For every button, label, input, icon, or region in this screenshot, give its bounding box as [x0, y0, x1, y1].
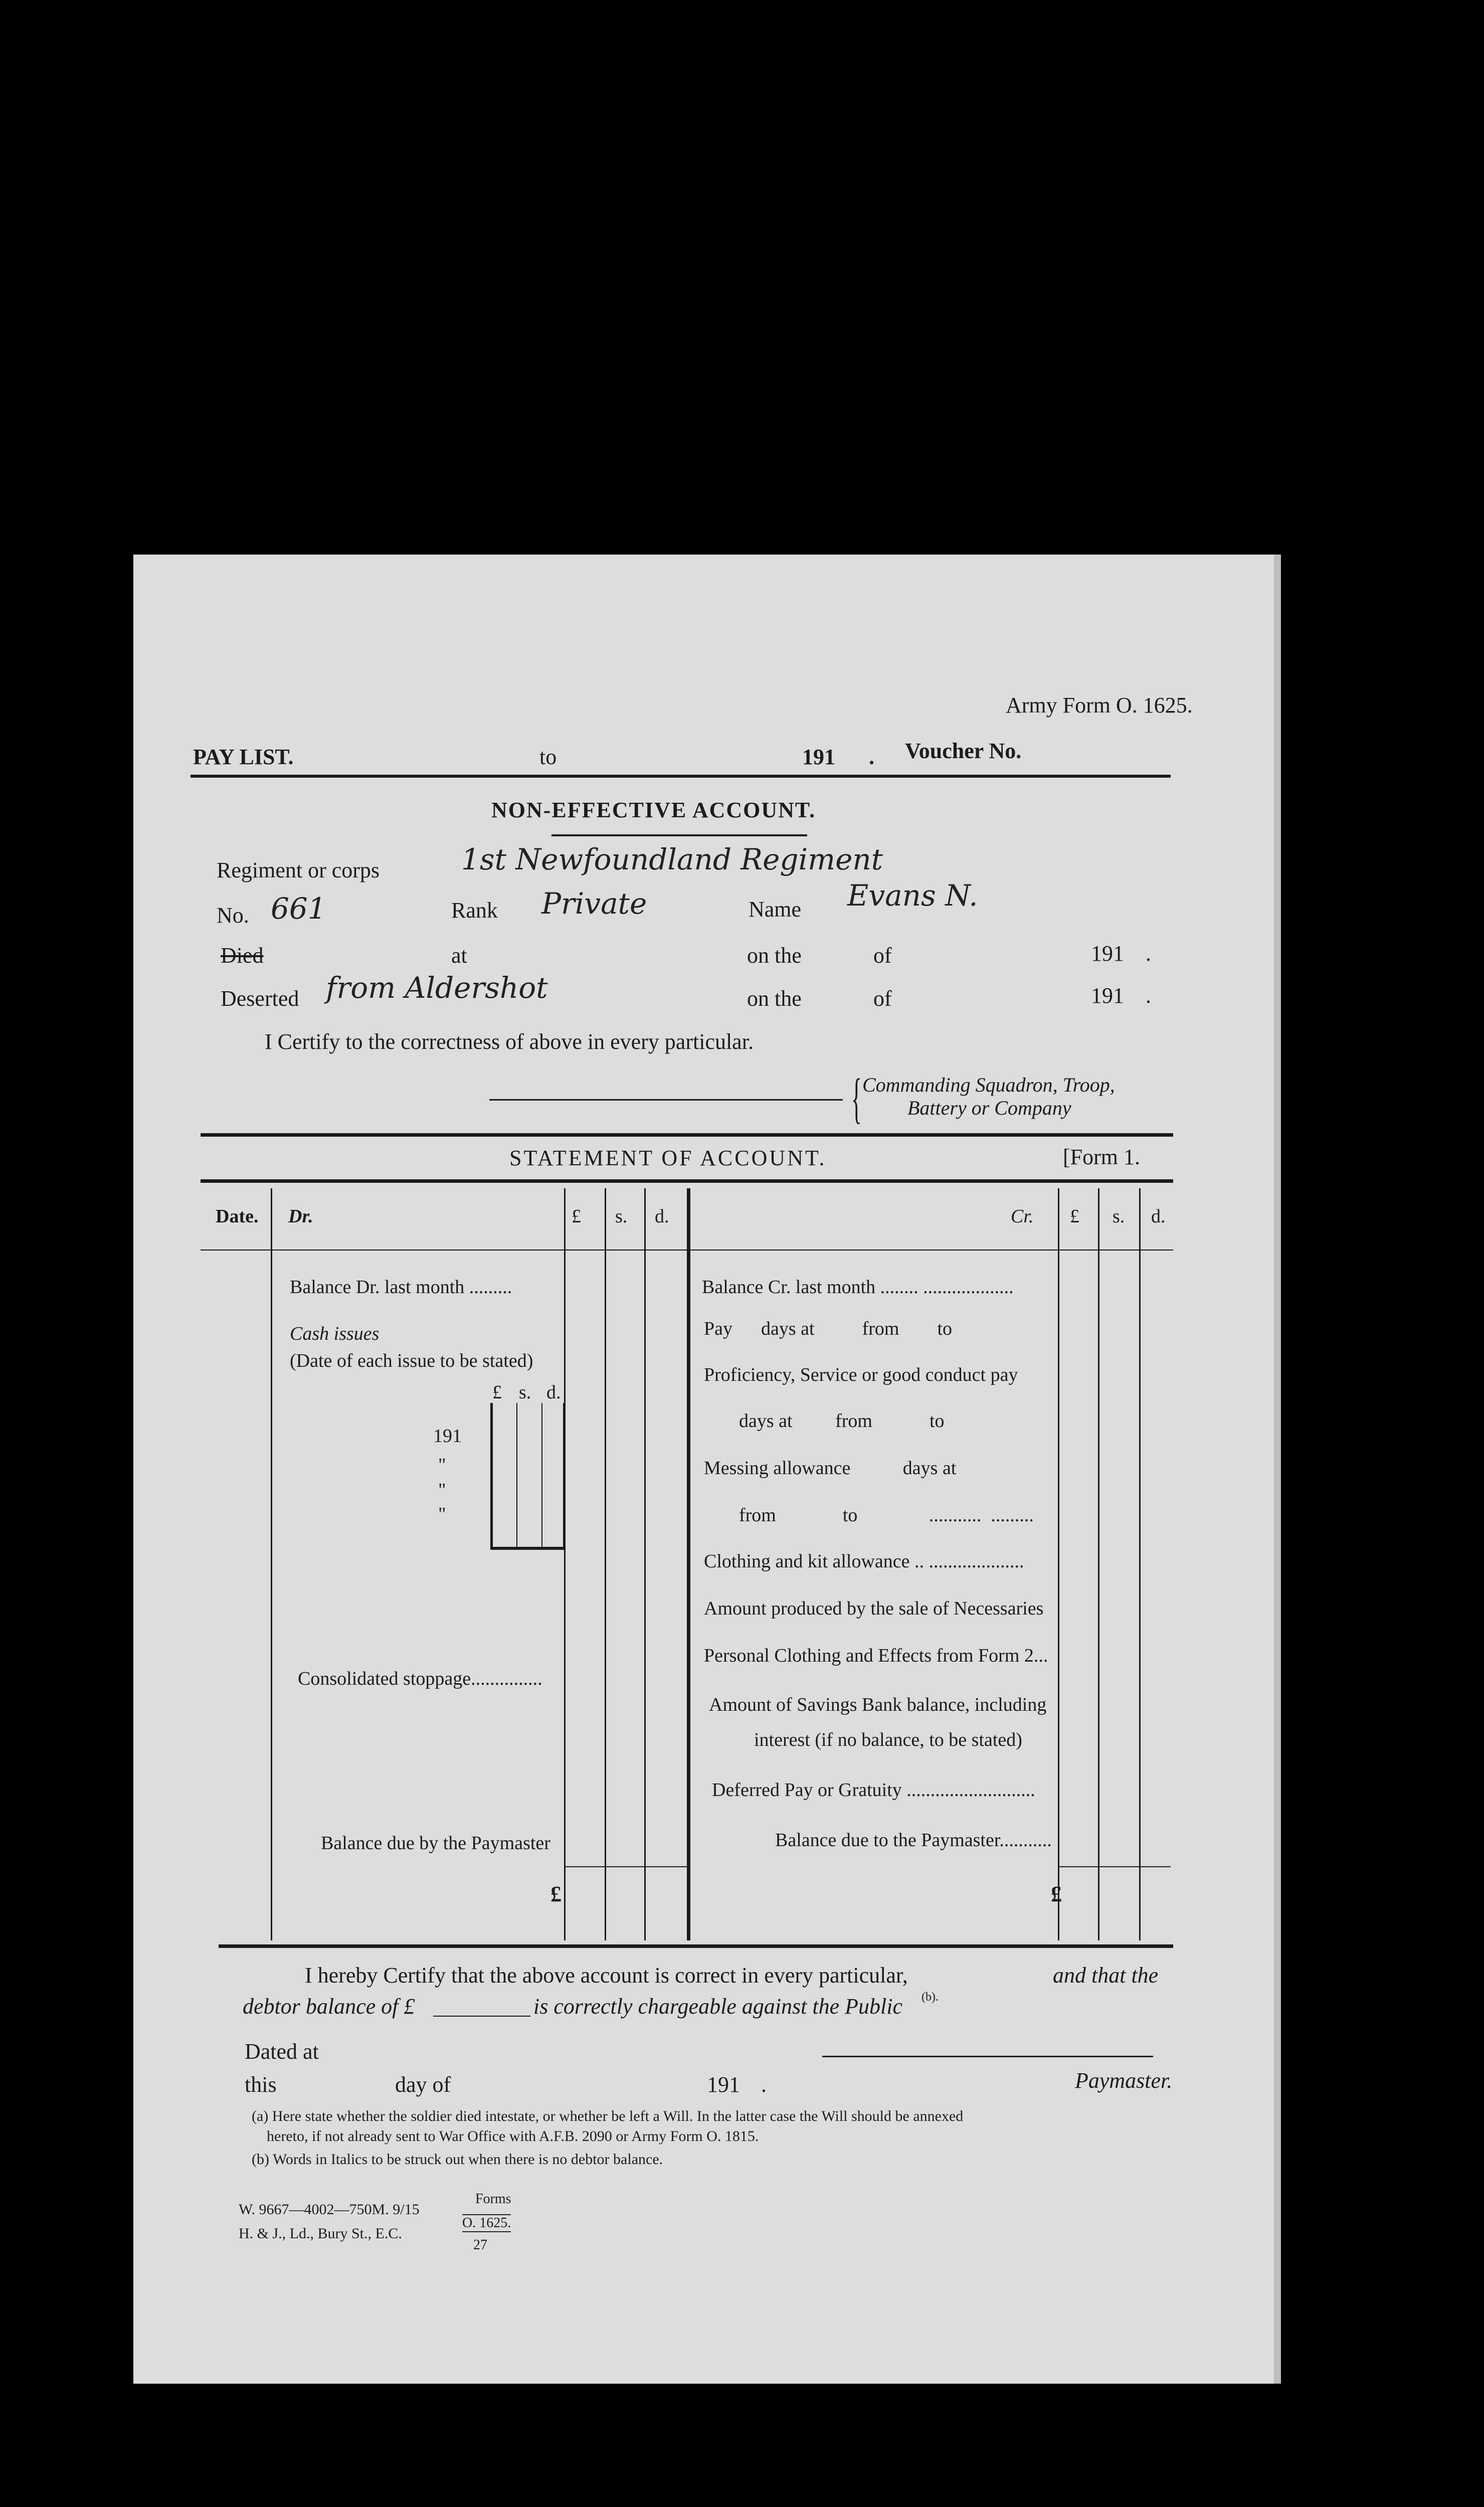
died-year: 191 — [1091, 941, 1124, 966]
printer-forms: Forms — [475, 2191, 511, 2207]
died-on-the: on the — [747, 943, 802, 968]
died-label: Died — [221, 943, 264, 968]
statement-head-rule — [201, 1179, 1173, 1183]
paymaster-signature-line — [822, 2056, 1153, 2057]
col-cr-d: d. — [1151, 1206, 1166, 1227]
footnote-a-line1: (a) Here state whether the soldier died intestate, or whether be left a Will. In the latter case the Will should be annexed — [252, 2108, 964, 2124]
pay-list-to: to — [539, 745, 557, 769]
printer-forms-number: O. 1625. — [462, 2214, 511, 2232]
consolidated-stoppage: Consolidated stoppage............... — [298, 1668, 542, 1689]
deferred-pay: Deferred Pay or Gratuity ........................... — [712, 1779, 1035, 1801]
printer-line-2: H. & J., Ld., Bury St., E.C. — [239, 2225, 402, 2242]
commanding-line-2: Battery or Company — [907, 1097, 1071, 1119]
name-value: Evans N. — [847, 878, 978, 913]
vrule-dr-pound — [564, 1188, 566, 1940]
printer-forms-denominator: 27 — [473, 2237, 487, 2253]
messing-allowance: Messing allowance days at — [704, 1458, 957, 1479]
debtor-balance-blank — [433, 2016, 530, 2017]
statement-top-rule — [201, 1133, 1173, 1137]
sub-pound: £ — [492, 1382, 502, 1403]
messing-from: from to ........... ......... — [739, 1505, 1034, 1526]
cr-total-rule — [1058, 1866, 1171, 1867]
regiment-value: 1st Newfoundland Regiment — [461, 842, 883, 876]
vrule-dr-d — [644, 1188, 646, 1940]
col-cr-s: s. — [1112, 1206, 1125, 1227]
col-cr-pound: £ — [1070, 1206, 1079, 1227]
cash-issues: Cash issues — [290, 1323, 380, 1344]
vrule-cr-pound — [1058, 1188, 1059, 1940]
signature-line — [489, 1099, 843, 1101]
certify-footnote-b: (b). — [921, 1991, 939, 2004]
col-dr-d: d. — [655, 1206, 669, 1227]
certify-line-2a: debtor balance of £ — [243, 1994, 415, 2019]
certify-text: I Certify to the correctness of above in every particular. — [265, 1029, 754, 1054]
paymaster-label: Paymaster. — [1075, 2068, 1173, 2093]
no-value: 661 — [271, 891, 326, 926]
no-label: No. — [217, 903, 249, 928]
pay-list-title: PAY LIST. — [193, 745, 294, 769]
subgrid-v3 — [541, 1403, 542, 1548]
dr-total-rule — [564, 1866, 687, 1867]
vrule-cr-s — [1098, 1188, 1099, 1940]
dr-total-pound: £ — [550, 1882, 562, 1906]
balance-due-to: Balance due to the Paymaster........... — [775, 1830, 1052, 1851]
vrule-date — [271, 1188, 272, 1940]
savings-bank: Amount of Savings Bank balance, including — [709, 1694, 1047, 1715]
deserted-on-the: on the — [747, 986, 802, 1011]
pay-list-year: 191 — [802, 745, 835, 769]
proficiency: Proficiency, Service or good conduct pay — [704, 1364, 1018, 1385]
signature-brace: { — [851, 1067, 862, 1129]
died-at: at — [451, 943, 467, 968]
sub-s: s. — [519, 1382, 531, 1403]
certify-line-1a: I hereby Certify that the above account is correct in every particular, — [305, 1963, 908, 1988]
died-of: of — [873, 943, 892, 968]
commanding-line-1: Commanding Squadron, Troop, — [862, 1073, 1115, 1096]
statement-form: [Form 1. — [1063, 1145, 1140, 1169]
deserted-year: 191 — [1091, 983, 1124, 1008]
voucher-no: Voucher No. — [905, 739, 1022, 763]
died-dot: . — [1146, 941, 1151, 966]
clothing-kit: Clothing and kit allowance .. .................... — [704, 1551, 1024, 1572]
col-dr: Dr. — [288, 1206, 313, 1227]
printer-line-1: W. 9667—4002—750M. 9/15 — [239, 2201, 420, 2218]
cr-total-pound: £ — [1051, 1882, 1062, 1906]
cash-note: (Date of each issue to be stated) — [290, 1350, 533, 1371]
subgrid-v4 — [563, 1403, 564, 1548]
form-number: Army Form O. 1625. — [1006, 693, 1193, 718]
vrule-center — [687, 1188, 690, 1940]
dated-year: 191 — [707, 2072, 740, 2097]
pay-list-dot: . — [869, 745, 874, 769]
sub-d: d. — [546, 1382, 561, 1403]
necessaries: Amount produced by the sale of Necessaries — [704, 1598, 1044, 1619]
balance-cr: Balance Cr. last month ........ ................... — [702, 1277, 1014, 1298]
account-title-rule — [551, 834, 807, 836]
personal-clothing: Personal Clothing and Effects from Form 2... — [704, 1645, 1048, 1666]
subgrid-v2 — [516, 1403, 517, 1548]
header-rule — [191, 775, 1171, 778]
statement-bottom-rule — [219, 1944, 1173, 1948]
col-dr-pound: £ — [572, 1206, 581, 1227]
footnote-b: (b) Words in Italics to be struck out when there is no debtor balance. — [252, 2151, 663, 2168]
col-date: Date. — [216, 1206, 259, 1227]
col-dr-s: s. — [615, 1206, 628, 1227]
dated-dot: . — [761, 2072, 767, 2097]
ditto-3: " — [438, 1504, 446, 1525]
deserted-of: of — [873, 986, 892, 1011]
account-title: NON-EFFECTIVE ACCOUNT. — [491, 798, 816, 822]
vrule-dr-s — [605, 1188, 606, 1940]
subgrid-base — [490, 1547, 564, 1550]
name-label: Name — [749, 897, 802, 922]
ditto-2: " — [438, 1480, 446, 1501]
cash-year: 191 — [433, 1425, 462, 1447]
certify-line-1b: and that the — [1053, 1963, 1159, 1988]
pay-line: Pay days at from to — [704, 1318, 953, 1339]
regiment-label: Regiment or corps — [217, 858, 380, 882]
balance-due-by: Balance due by the Paymaster — [321, 1833, 550, 1854]
ditto-1: " — [438, 1455, 446, 1476]
footnote-a-line2: hereto, if not already sent to War Office with A.F.B. 2090 or Army Form O. 1815. — [267, 2128, 759, 2144]
col-cr: Cr. — [1011, 1206, 1034, 1227]
deserted-dot: . — [1146, 983, 1151, 1008]
dated-this: this — [245, 2072, 277, 2097]
rank-value: Private — [541, 886, 647, 921]
dated-day-of: day of — [395, 2072, 451, 2097]
proficiency-days: days at from to — [739, 1410, 945, 1431]
statement-title: STATEMENT OF ACCOUNT. — [509, 1146, 827, 1170]
deserted-label: Deserted — [221, 986, 299, 1011]
balance-dr: Balance Dr. last month ......... — [290, 1277, 512, 1298]
certify-line-2b: is correctly chargeable against the Public — [533, 1994, 903, 2019]
subgrid-v1 — [490, 1403, 493, 1548]
deserted-value: from Aldershot — [326, 971, 548, 1005]
rank-label: Rank — [451, 898, 498, 923]
dated-at: Dated at — [245, 2039, 319, 2064]
savings-interest: interest (if no balance, to be stated) — [754, 1729, 1022, 1750]
vrule-cr-d — [1139, 1188, 1141, 1940]
